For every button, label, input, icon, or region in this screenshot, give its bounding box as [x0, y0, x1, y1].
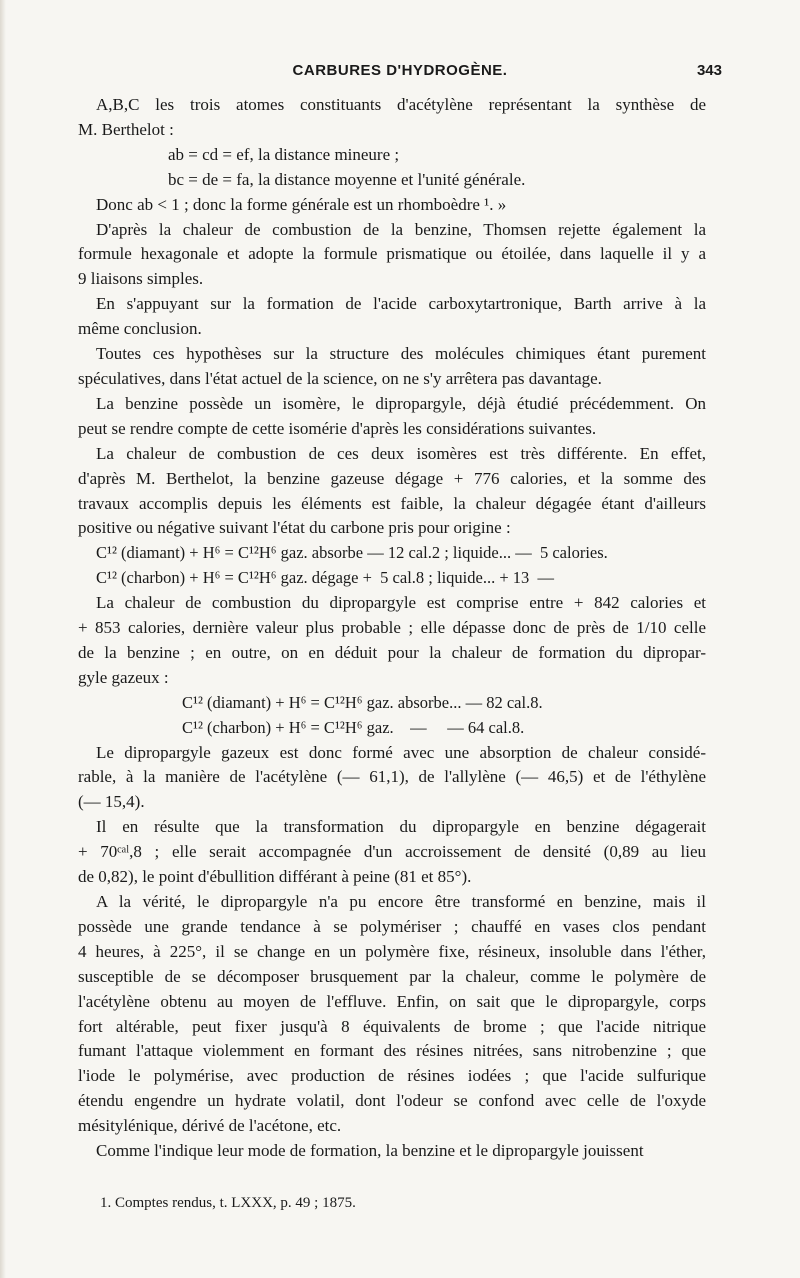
text-line: A,B,C les trois atomes constituants d'acétylène représentant la synthèse de [96, 95, 706, 114]
text-line: En s'appuyant sur la formation de l'acide carboxytartronique, Barth arrive à la [96, 294, 706, 314]
text-line: (— 15,4). [78, 792, 145, 812]
text-line: de la benzine ; en outre, on en déduit pour la chaleur de formation du dipropar- [78, 642, 706, 662]
text-line: La chaleur de combustion de ces deux isomères est très différente. En effet, [96, 443, 706, 463]
text-line: ab = cd = ef, la distance mineure ; [168, 144, 400, 164]
text-line: + 70ᶜᵃˡ,8 ; elle serait accompagnée d'un accroissement de densité (0,89 au lieu [78, 842, 706, 862]
page-number: 343 [696, 62, 722, 79]
text-line: spéculatives, dans l'état actuel de la science, on ne s'y arrêtera pas davantage. [78, 368, 602, 388]
text-line: étendu engendre un hydrate volatil, dont l'odeur se confond avec celle de l'oxyde [78, 1091, 706, 1111]
text-line: M. Berthelot : [78, 119, 174, 139]
page-gutter-shadow [0, 0, 6, 1278]
text-line: La benzine possède un isomère, le dipropargyle, déjà étudié précédemment. On [96, 393, 706, 413]
text-line: rable, à la manière de l'acétylène (— 61,1), de l'allylène (— 46,5) et de l'éthylène [78, 767, 706, 787]
text-line: D'après la chaleur de combustion de la benzine, Thomsen rejette également la [96, 219, 706, 239]
text-line: C¹² (charbon) + H⁶ = C¹²H⁶ gaz. — — 64 cal.8. [182, 717, 525, 737]
text-line: susceptible de se décomposer brusquement par la chaleur, comme le polymère de [78, 966, 706, 986]
text-line: Il en résulte que la transformation du dipropargyle en benzine dégagerait [96, 817, 706, 837]
text-line: l'acétylène obtenu au moyen de l'effluve. Enfin, on sait que le dipropargyle, corps [78, 991, 706, 1011]
text-line: fumant l'attaque violemment en formant des résines nitrées, sans nitrobenzine ; que [78, 1041, 706, 1061]
running-head: CARBURES D'HYDROGÈNE. [292, 62, 508, 79]
page-header [78, 62, 722, 92]
text-line: 9 liaisons simples. [78, 269, 204, 289]
body-text [78, 93, 706, 1164]
text-line: + 853 calories, dernière valeur plus probable ; elle dépasse donc de près de 1/10 celle [78, 618, 706, 638]
text-line: C¹² (diamant) + H⁶ = C¹²H⁶ gaz. absorbe — 12 cal.2 ; liquide... — 5 calories. [96, 543, 608, 563]
footnote: 1. Comptes rendus, t. LXXX, p. 49 ; 1875. [100, 1195, 356, 1211]
text-line: d'après M. Berthelot, la benzine gazeuse dégage + 776 calories, et la somme des [78, 468, 706, 488]
text-line: A la vérité, le dipropargyle n'a pu encore être transformé en benzine, mais il [96, 892, 706, 911]
text-line: fort altérable, peut fixer jusqu'à 8 équivalents de brome ; que l'acide nitrique [78, 1016, 706, 1036]
text-line: 4 heures, à 225°, il se change en un polymère fixe, résineux, insoluble dans l'éther, [78, 941, 706, 961]
text-line: même conclusion. [78, 319, 202, 339]
text-line: Toutes ces hypothèses sur la structure des molécules chimiques étant purement [96, 344, 706, 364]
text-line: l'iode le polymérise, avec production de résines iodées ; que l'acide sulfurique [78, 1066, 706, 1086]
text-line: bc = de = fa, la distance moyenne et l'unité générale. [168, 169, 526, 189]
text-line: Donc ab < 1 ; donc la forme générale est un rhomboèdre ¹. » [96, 194, 507, 214]
text-line: travaux accomplis depuis les éléments est faible, la chaleur dégagée étant d'ailleurs [78, 493, 706, 513]
text-line: formule hexagonale et adopte la formule prismatique ou étoilée, dans laquelle il y a [78, 244, 706, 264]
text-line: mésitylénique, dérivé de l'acétone, etc. [78, 1116, 342, 1136]
text-line: Le dipropargyle gazeux est donc formé avec une absorption de chaleur considé- [96, 742, 706, 762]
text-line: positive ou négative suivant l'état du carbone pris pour origine : [78, 518, 511, 538]
text-line: La chaleur de combustion du dipropargyle est comprise entre + 842 calories et [96, 593, 706, 613]
text-line: C¹² (charbon) + H⁶ = C¹²H⁶ gaz. dégage + 5 cal.8 ; liquide... + 13 — [96, 568, 554, 588]
text-line: peut se rendre compte de cette isomérie d'après les considérations suivantes. [78, 418, 597, 438]
text-line: gyle gazeux : [78, 667, 169, 687]
text-line: de 0,82), le point d'ébullition différant à peine (81 et 85°). [78, 867, 472, 887]
text-line: C¹² (diamant) + H⁶ = C¹²H⁶ gaz. absorbe... — 82 cal.8. [182, 692, 543, 712]
text-line: Comme l'indique leur mode de formation, la benzine et le dipropargyle jouissent [96, 1141, 644, 1161]
text-line: possède une grande tendance à se polymériser ; chauffé en vases clos pendant [78, 916, 706, 936]
